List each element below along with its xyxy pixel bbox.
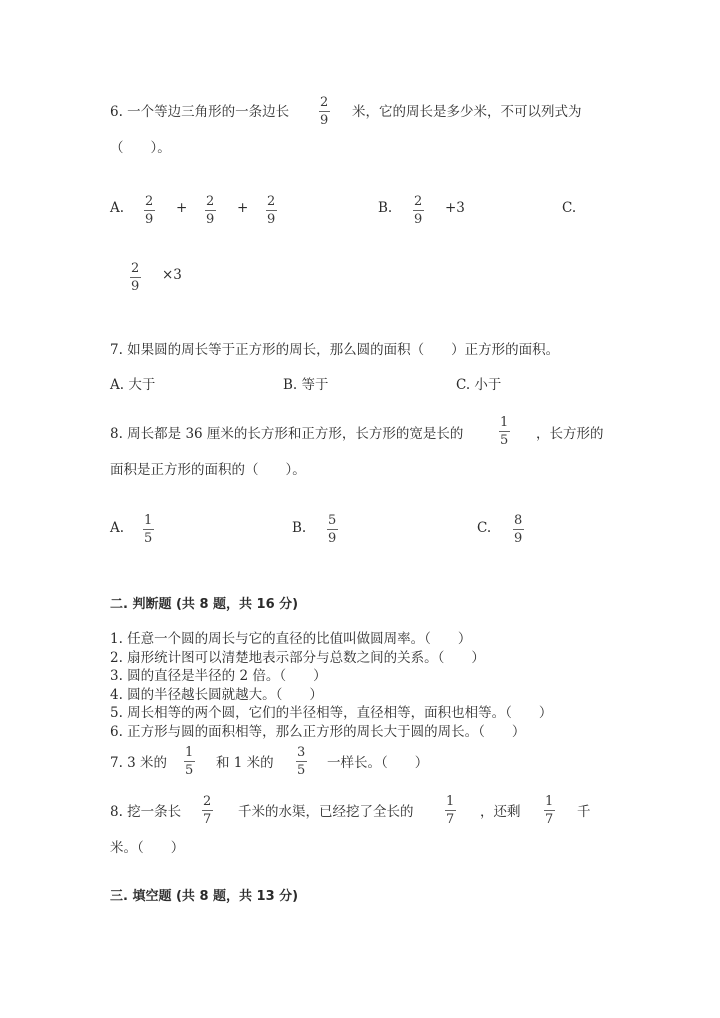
q8-option-a-label: A. xyxy=(110,520,125,536)
fraction-numerator: 1 xyxy=(144,513,153,528)
judge-item-8-remaining: ，还剩 xyxy=(480,804,521,820)
section-3-heading: 三. 填空题 (共 8 题，共 13 分) xyxy=(110,889,299,904)
fraction-denominator: 7 xyxy=(203,812,212,827)
fraction-denominator: 9 xyxy=(320,113,329,128)
q6-option-a-fraction-2 xyxy=(204,195,216,226)
q6-fraction xyxy=(318,96,330,127)
judge-item-8-middle: 千米的水渠，已经挖了全长的 xyxy=(238,804,414,820)
q6-option-c-label: C. xyxy=(562,200,577,216)
fraction-numerator: 2 xyxy=(206,194,215,209)
q6-option-c-fraction xyxy=(129,262,141,293)
fraction-denominator: 7 xyxy=(545,812,554,827)
q6-option-c-tail: ×3 xyxy=(162,267,182,283)
fraction-numerator: 1 xyxy=(545,794,554,809)
fraction-numerator: 1 xyxy=(185,745,194,760)
judge-item-7-end: 一样长。（ ） xyxy=(327,755,429,771)
judge-item-3: 3. 圆的直径是半径的 2 倍。（ ） xyxy=(110,668,327,684)
q6-option-a-plus-1: + xyxy=(176,200,188,216)
fraction-numerator: 2 xyxy=(267,194,276,209)
fraction-numerator: 2 xyxy=(203,794,212,809)
fraction-denominator: 5 xyxy=(500,433,509,448)
q6-option-a-plus-2: + xyxy=(237,200,249,216)
judge-item-5: 5. 周长相等的两个圆，它们的半径相等，直径相等，面积也相等。（ ） xyxy=(110,705,553,721)
q7-option-c: C. 小于 xyxy=(456,377,502,393)
fraction-denominator: 9 xyxy=(328,531,337,546)
q6-option-a-fraction-1 xyxy=(143,195,155,226)
q7-option-b: B. 等于 xyxy=(283,377,329,393)
fraction-numerator: 2 xyxy=(414,194,423,209)
fraction-denominator: 7 xyxy=(446,812,455,827)
fraction-numerator: 8 xyxy=(514,513,523,528)
q6-option-a-label: A. xyxy=(110,200,125,216)
fraction-numerator: 1 xyxy=(500,415,509,430)
q8-line2: 面积是正方形的面积的（ ）。 xyxy=(110,462,306,478)
q8-fraction xyxy=(498,416,510,447)
judge-item-7-fraction-1 xyxy=(183,746,195,777)
fraction-denominator: 9 xyxy=(514,531,523,546)
q6-option-b-tail: +3 xyxy=(445,200,465,216)
judge-item-8-start: 8. 挖一条长 xyxy=(110,804,182,820)
q8-line1-start: 8. 周长都是 36 厘米的长方形和正方形，长方形的宽是长的 xyxy=(110,426,464,442)
judge-item-8-fraction-2 xyxy=(444,795,456,826)
fraction-denominator: 9 xyxy=(131,279,140,294)
judge-item-1: 1. 任意一个圆的周长与它的直径的比值叫做圆周率。（ ） xyxy=(110,631,472,647)
fraction-denominator: 9 xyxy=(206,212,215,227)
fraction-numerator: 2 xyxy=(320,95,329,110)
judge-item-6: 6. 正方形与圆的面积相等，那么正方形的周长大于圆的周长。（ ） xyxy=(110,724,526,740)
judge-item-8-unit: 千 xyxy=(577,804,591,820)
q6-line1-end: 米，它的周长是多少米，不可以列式为 xyxy=(352,104,582,120)
q8-option-c-label: C. xyxy=(477,520,492,536)
judge-item-7-start: 7. 3 米的 xyxy=(110,755,168,771)
fraction-numerator: 2 xyxy=(131,261,140,276)
judge-item-4: 4. 圆的半径越长圆就越大。（ ） xyxy=(110,687,323,703)
q7-text: 7. 如果圆的周长等于正方形的周长，那么圆的面积（ ）正方形的面积。 xyxy=(110,342,560,358)
judge-item-8-line2: 米。（ ） xyxy=(110,840,185,856)
q8-option-b-label: B. xyxy=(292,520,307,536)
fraction-denominator: 9 xyxy=(267,212,276,227)
fraction-numerator: 5 xyxy=(328,513,337,528)
judge-item-8-fraction-3 xyxy=(543,795,555,826)
fraction-denominator: 9 xyxy=(414,212,423,227)
q6-option-b-label: B. xyxy=(378,200,393,216)
fraction-denominator: 5 xyxy=(297,763,306,778)
q8-option-a-fraction xyxy=(142,514,154,545)
fraction-numerator: 2 xyxy=(145,194,154,209)
fraction-denominator: 5 xyxy=(185,763,194,778)
judge-item-8-fraction-1 xyxy=(201,795,213,826)
q6-option-a-fraction-3 xyxy=(265,195,277,226)
judge-item-2: 2. 扇形统计图可以清楚地表示部分与总数之间的关系。（ ） xyxy=(110,650,485,666)
q7-option-a: A. 大于 xyxy=(110,377,156,393)
fraction-denominator: 9 xyxy=(145,212,154,227)
q6-line1-start: 6. 一个等边三角形的一条边长 xyxy=(110,104,290,120)
fraction-numerator: 1 xyxy=(446,794,455,809)
section-2-heading: 二. 判断题 (共 8 题，共 16 分) xyxy=(110,597,299,612)
fraction-denominator: 5 xyxy=(144,531,153,546)
q8-line1-end: ，长方形的 xyxy=(536,426,604,442)
judge-item-7-fraction-2 xyxy=(295,746,307,777)
q6-option-b-fraction xyxy=(412,195,424,226)
q8-option-b-fraction xyxy=(326,514,338,545)
q8-option-c-fraction xyxy=(512,514,524,545)
q6-line2: （ ）。 xyxy=(110,140,171,156)
fraction-numerator: 3 xyxy=(297,745,306,760)
judge-item-7-middle: 和 1 米的 xyxy=(216,755,274,771)
